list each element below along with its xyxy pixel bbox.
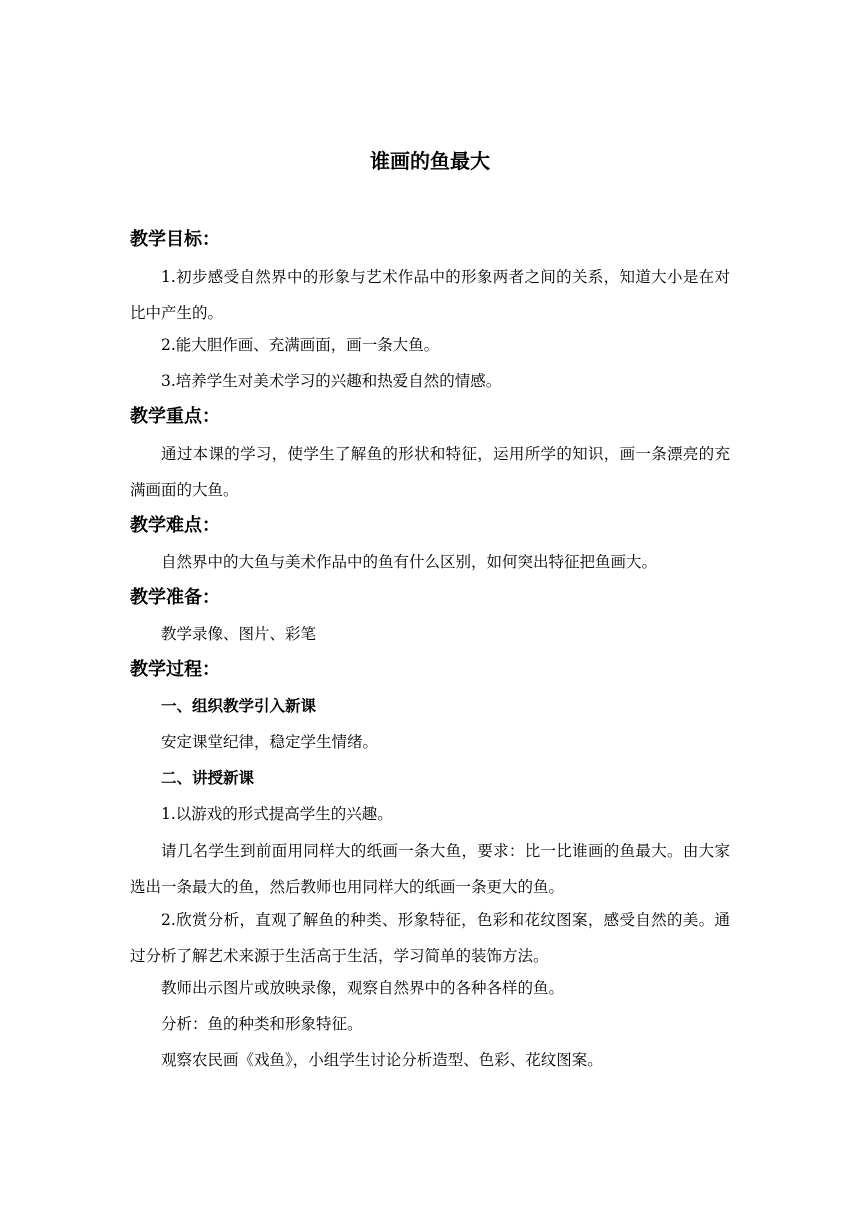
paragraph: 分析：鱼的种类和形象特征。 bbox=[161, 1015, 363, 1033]
section-heading: 教学重点： bbox=[130, 406, 220, 427]
section-heading: 教学过程： bbox=[130, 659, 220, 680]
section-teaching-process bbox=[130, 656, 730, 1075]
section-teaching-preparation bbox=[130, 584, 730, 649]
paragraph: 安定课堂纪律，稳定学生情绪。 bbox=[161, 733, 379, 751]
subheading: 一、组织教学引入新课 bbox=[161, 697, 317, 715]
paragraph: 自然界中的大鱼与美术作品中的鱼有什么区别，如何突出特征把鱼画大。 bbox=[161, 553, 658, 571]
section-teaching-difficulty bbox=[130, 512, 730, 577]
paragraph: 2.欣赏分析，直观了解鱼的种类、形象特征，色彩和花纹图案，感受自然的美。通过分析了解艺术来源于生活高于生活，学习简单的装饰方法。 bbox=[130, 911, 730, 965]
paragraph: 3.培养学生对美术学习的兴趣和热爱自然的情感。 bbox=[161, 372, 502, 390]
section-teaching-goals bbox=[130, 226, 730, 396]
paragraph: 教师出示图片或放映录像，观察自然界中的各种各样的鱼。 bbox=[161, 979, 565, 997]
subheading: 二、讲授新课 bbox=[161, 769, 255, 787]
paragraph: 2.能大胆作画、充满画面，画一条大鱼。 bbox=[161, 336, 440, 354]
section-teaching-focus bbox=[130, 403, 730, 508]
section-heading: 教学目标： bbox=[130, 229, 220, 250]
paragraph: 教学录像、图片、彩笔 bbox=[161, 625, 317, 643]
document-title: 谁画的鱼最大 bbox=[370, 149, 490, 173]
section-heading: 教学准备： bbox=[130, 587, 220, 608]
section-heading: 教学难点： bbox=[130, 515, 220, 536]
document-body bbox=[130, 226, 730, 1082]
paragraph: 请几名学生到前面用同样大的纸画一条大鱼，要求：比一比谁画的鱼最大。由大家选出一条最大的鱼，然后教师也用同样大的纸画一条更大的鱼。 bbox=[130, 842, 730, 896]
paragraph: 1.初步感受自然界中的形象与艺术作品中的形象两者之间的关系，知道大小是在对比中产生的。 bbox=[130, 268, 730, 322]
paragraph: 观察农民画《戏鱼》，小组学生讨论分析造型、色彩、花纹图案。 bbox=[161, 1051, 603, 1069]
paragraph: 1.以游戏的形式提高学生的兴趣。 bbox=[161, 805, 393, 823]
paragraph: 通过本课的学习，使学生了解鱼的形状和特征，运用所学的知识，画一条漂亮的充满画面的大鱼。 bbox=[130, 445, 730, 499]
